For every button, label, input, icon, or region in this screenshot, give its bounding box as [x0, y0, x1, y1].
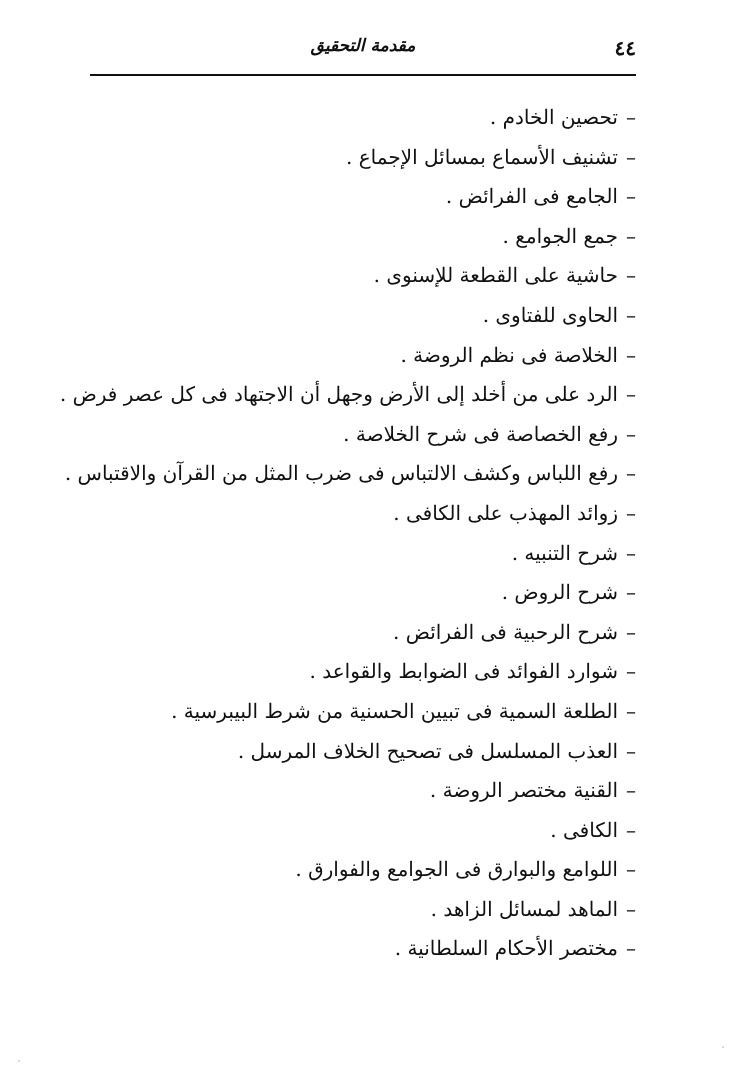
page-header: [90, 30, 636, 74]
list-dash: –: [626, 105, 636, 129]
list-item-text: الجامع فى الفرائض .: [445, 184, 618, 209]
list-dash: –: [626, 857, 636, 882]
scan-speck: [722, 1046, 724, 1048]
header-rule: [90, 74, 636, 76]
list-dash: –: [626, 302, 636, 327]
list-item: [60, 652, 636, 692]
list-dash: –: [626, 500, 636, 525]
list-item: [60, 771, 636, 811]
list-item: [60, 296, 636, 336]
list-dash: –: [626, 778, 636, 803]
list-item-text: رفع اللباس وكشف الالتباس فى ضرب المثل من القرآن والاقتباس .: [64, 461, 618, 486]
list-dash: –: [626, 263, 636, 288]
list-item-text: جمع الجوامع .: [502, 223, 618, 248]
list-dash: –: [626, 738, 636, 763]
list-item: [60, 375, 636, 415]
list-dash: –: [626, 342, 636, 367]
list-item: [60, 692, 636, 732]
list-item: [60, 138, 636, 178]
list-item-text: شوارد الفوائد فى الضوابط والقواعد .: [309, 659, 618, 684]
list-dash: –: [626, 382, 636, 407]
list-item-text: الكافى .: [550, 817, 618, 842]
list-item: [60, 929, 636, 969]
list-item: [60, 732, 636, 772]
list-item: [60, 494, 636, 534]
list-item: [60, 534, 636, 574]
list-item-text: العذب المسلسل فى تصحيح الخلاف المرسل .: [237, 738, 618, 763]
list-item: [60, 573, 636, 613]
list-item: [60, 454, 636, 494]
list-item-text: الخلاصة فى نظم الروضة .: [400, 342, 618, 367]
list-dash: –: [626, 698, 636, 723]
list-item-text: الماهد لمسائل الزاهد .: [430, 896, 618, 921]
list-item: [60, 177, 636, 217]
list-item: [60, 336, 636, 376]
page-number: ٤٤: [614, 36, 636, 60]
list-item-text: تحصين الخادم .: [489, 105, 618, 129]
list-item: [60, 850, 636, 890]
list-item-text: زوائد المهذب على الكافى .: [393, 500, 618, 525]
list-item-text: اللوامع والبوارق فى الجوامع والفوارق .: [295, 857, 618, 882]
list-dash: –: [626, 619, 636, 644]
list-dash: –: [626, 540, 636, 565]
list-item: [60, 256, 636, 296]
list-item-text: حاشية على القطعة للإسنوى .: [373, 263, 618, 288]
list-item: [60, 890, 636, 930]
list-item-text: القنية مختصر الروضة .: [429, 778, 618, 803]
list-dash: –: [626, 144, 636, 169]
list-item: [60, 415, 636, 455]
list-item: [60, 811, 636, 851]
list-dash: –: [626, 580, 636, 605]
list-item: [60, 98, 636, 138]
list-item-text: شرح الرحبية فى الفرائض .: [393, 619, 618, 644]
list-dash: –: [626, 421, 636, 446]
list-dash: –: [626, 936, 636, 961]
list-item-text: الحاوى للفتاوى .: [482, 302, 618, 327]
list-item-text: شرح الروض .: [501, 580, 618, 605]
scan-speck: [18, 1060, 20, 1062]
list-item: [60, 613, 636, 653]
list-item-text: تشنيف الأسماع بمسائل الإجماع .: [346, 144, 618, 169]
list-dash: –: [626, 223, 636, 248]
list-dash: –: [626, 461, 636, 486]
works-list: [60, 98, 636, 969]
list-dash: –: [626, 659, 636, 684]
list-dash: –: [626, 817, 636, 842]
list-dash: –: [626, 184, 636, 209]
list-item-text: الرد على من أخلد إلى الأرض وجهل أن الاجتهاد فى كل عصر فرض .: [59, 382, 618, 407]
list-item-text: رفع الخصاصة فى شرح الخلاصة .: [343, 421, 618, 446]
list-item-text: مختصر الأحكام السلطانية .: [394, 936, 618, 961]
list-item: [60, 217, 636, 257]
list-dash: –: [626, 896, 636, 921]
running-title: مقدمة التحقيق: [310, 36, 416, 56]
list-item-text: شرح التنبيه .: [511, 540, 618, 565]
list-item-text: الطلعة السمية فى تبيين الحسنية من شرط البيبرسية .: [171, 698, 618, 723]
